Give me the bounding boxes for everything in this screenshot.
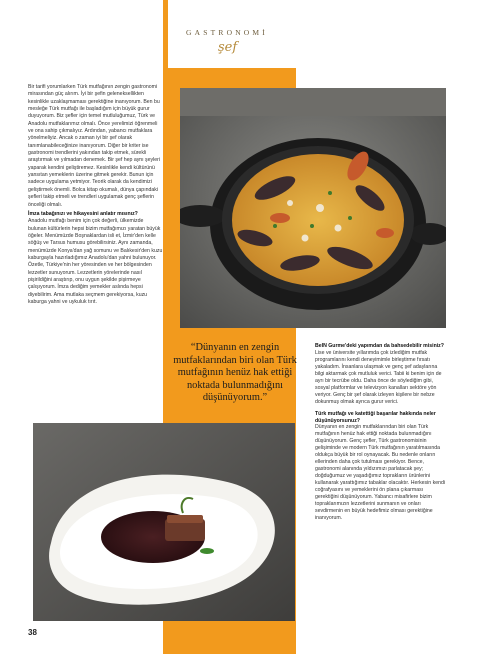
answer-turkish-cuisine: Dünyanın en zengin mutfaklarından biri olan Türk mutfağının henüz hak ettiği noktada bulunmadığını düşünüyorum. Genç şefler, Türk gastronomisinin gelişiminde ve modern Türk mutfağının yaratılmasında oldukça büyük bir rol oynayacak. Bu nedenle onların ellerinden daha çok tutulması gerekiyor. Bence, gastronomi alanında yıldızımızı parlatacak şey; doğduğumuz ve yaşadığımız toprakların ürünlerini kullanarak yarattığımız tabaklar olacaktır. Herkesin kendi coğrafyasını ve yemeklerini ön plana çıkarması gerektiğini düşünüyorum. Yabancı misafirlere bizim topraklarımızın lezzetlerini sunmanın ve onları sevdirmenin en büyük hedefimiz olması gerektiğine inanıyorum. (315, 424, 446, 521)
magazine-section-title: GASTRONOMİ (185, 28, 268, 37)
paella-pan-photo (180, 88, 446, 328)
question-turkish-cuisine: Türk mutfağı ve katettiği başarılar hakkında neler düşünüyorsunuz? (315, 410, 436, 424)
answer-signature-dish: Anadolu mutfağı benim için çok değerli, ülkemizde bulunan kültürlerin hepsi bizim mutfağımızı yaratan büyük öğeler. Menümüzde Boşnaklardan isli et, İzmir'den kelle söğüş ve Tarsus humusu görebilirsiniz. Aynı zamanda, menümüzde Konya'dan yağ somunu ve Balıkesir'den kuzu kaburgayla hazırladığımız Anadolu'dan yahni bulunuyor. Özetle, Türkiye'nin her yöresinden ve her bölgesinden lezzetler sunuyorum. Lezzetlerin yörelerinde nasıl pişirildiğini araştırıp, onu uygun şekilde pişirmeye çalışıyorum. İmza dediğim yemekler aslında hepsi diyebilirim. Ama mutlaka seçmem gerekiyorsa, kuzu kaburga yahni ve uykuluk tırıt. (28, 218, 163, 305)
section-script-title: şef (218, 40, 238, 55)
pull-quote: “Dünyanın en zengin mutfaklarından biri olan Türk mutfağının henüz hak ettiği noktada bulunmadığını düşünüyorum.” (173, 342, 297, 404)
question-signature-dish: İmza tabağınızı ve hikayesini anlatır mısınız? (28, 210, 138, 217)
right-column (315, 343, 447, 522)
intro-paragraph: Bir tarifi yorumlarken Türk mutfağının zengin gastronomi mirasından güç alırım. İyi bir şefin geleneksellikten kesinlikle uzaklaşmaması gerektiğine inanıyorum. Ben bu mesleğe Türk mutfağı ile başladığım için büyük gurur duyuyorum. Biz şefler için temel mutluluğumuz, Türk ve Anadolu mutfaklarımız olmalı. Önce yerelimizi öğrenmeli ve ona sahip çıkmalıyız. Ardından, yabancı mutfaklara yönelmeliyiz. Ancak o zaman iyi bir şef olarak tanımlanabileceğinize inanıyorum. Diğer bir kriter ise gastronomi trendlerini yakından takip etmek, sürekli araştırmak ve yılmadan denemek. Bir şef hep aynı şeyleri yaparak kendini geliştiremez. Kesinlikle kendi kültürünü yansıtan yemeklerin üzerine gitmek gerekir. Bunun için sadece uygulama yetmiyor. Teorik olarak da kendimizi geliştirmek önemli. Bolca kitap okumalı, dünya çapındaki şefleri takip etmeli ve trendleri uygulamak genç şeflerin önceliği olmalı. (28, 84, 161, 208)
signature-dish-photo (33, 423, 295, 621)
question-bein-gurme: BeIN Gurme'deki yapımdan da bahsedebilir misiniz? (315, 343, 444, 349)
left-column (28, 84, 163, 306)
page-number: 38 (28, 628, 37, 637)
answer-bein-gurme: Lise ve üniversite yıllarımda çok izlediğim mutfak programlarını kendi deneyimimle birleştirme fırsatı yakaladım. İnsanlara ulaşmak ve genç şef adaylarına bilgi aktarmak çok mutluluk verici. Tabii ki benim için de ayrı bir tecrübe oldu. Daha önce de söylediğim gibi, sosyal platformlar ve televizyon kanalları sektöre yön veriyor. Genç bir şef olarak izleyen kişilere bir nebze dokunmuş olmak ayrıca gurur verici. (315, 349, 442, 405)
